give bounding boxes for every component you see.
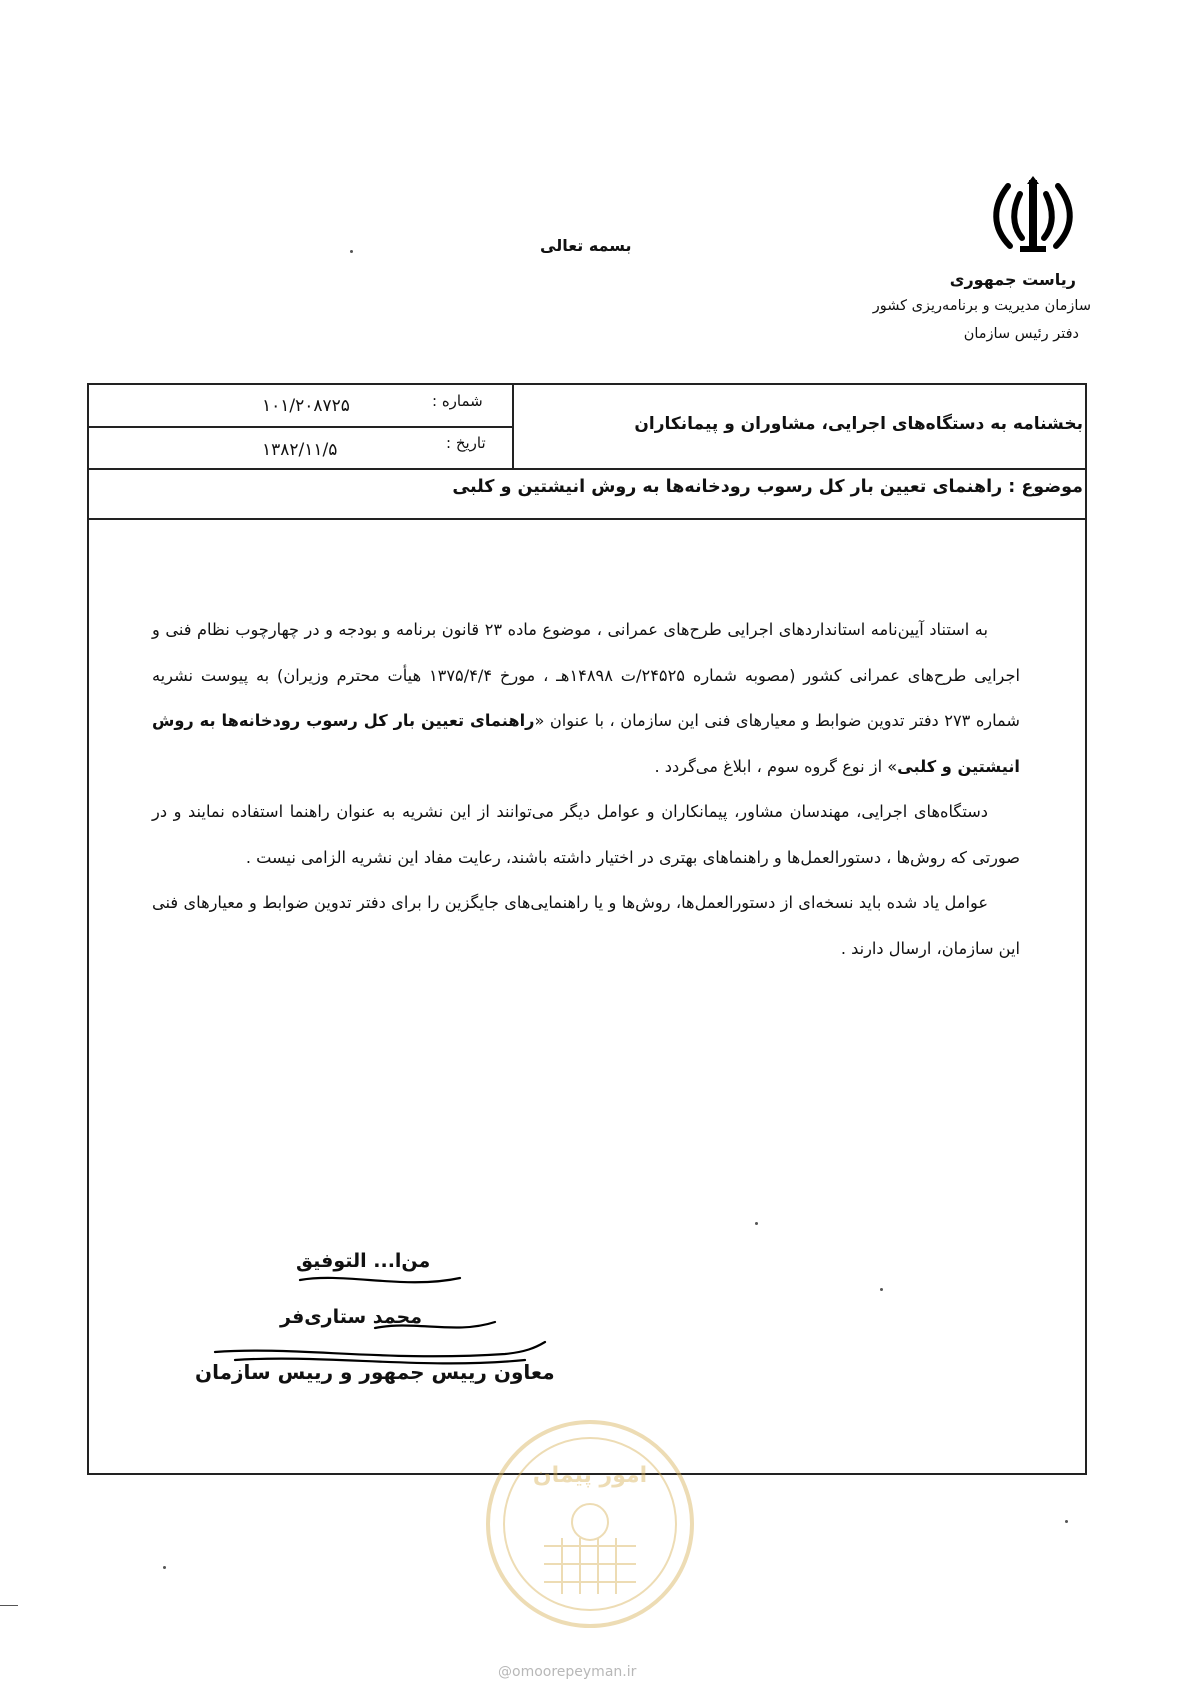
number-date-divider xyxy=(87,426,512,428)
paragraph-1-start: به استناد آیین‌نامه استانداردهای اجرایی طرح‌های عمرانی ، موضوع ماده ۲۳ قانون برنامه و بودجه و در چهارچوب نظام فنی و اجرایی طرح‌های عمرانی کشور (مصوبه شماره ۲۴۵۲۵/ت ۱۴۸۹۸هـ ، مورخ ۱۳۷۵/۴/۴ هیأت محترم وزیران) به پیوست نشریه شماره ۲۷۳ دفتر تدوین ضوابط و معیارهای فنی این سازمان ، با عنوان « xyxy=(152,620,1020,730)
date-value: ۱۳۸۲/۱۱/۵ xyxy=(262,440,338,460)
scan-speck xyxy=(755,1222,758,1225)
org-line-presidency: ریاست جمهوری xyxy=(949,270,1076,289)
addressee: بخشنامه به دستگاه‌های اجرایی، مشاوران و پیمانکاران xyxy=(634,414,1083,434)
subject-divider xyxy=(87,518,1087,520)
scan-speck xyxy=(880,1288,883,1291)
scan-mark xyxy=(0,1605,18,1606)
closing-phrase: من‌ا... التوفیق xyxy=(296,1250,431,1272)
number-label: شماره : xyxy=(432,392,483,410)
header-divider xyxy=(87,468,1087,470)
basmala: بسمه تعالی xyxy=(540,236,632,255)
scan-speck xyxy=(350,250,353,253)
handwritten-signature xyxy=(205,1250,550,1390)
number-value: ۱۰۱/۲۰۸۷۲۵ xyxy=(262,396,350,416)
signer-title: معاون رییس جمهور و رییس سازمان xyxy=(195,1360,555,1384)
paragraph-3: عوامل یاد شده باید نسخه‌ای از دستورالعمل‌ها، روش‌ها و یا راهنمایی‌های جایگزین را برای دفتر تدوین ضوابط و معیارهای فنی این سازمان، ارسال دارند . xyxy=(152,893,1020,958)
paragraph-1-end: » از نوع گروه سوم ، ابلاغ می‌گردد . xyxy=(654,756,898,776)
scan-speck xyxy=(1065,1520,1068,1523)
header-vertical-divider xyxy=(512,383,514,468)
paragraph-1 xyxy=(152,607,1020,789)
scan-speck xyxy=(163,1566,166,1569)
watermark: @omoorepeyman.ir xyxy=(498,1664,637,1680)
paragraph-2: دستگاه‌های اجرایی، مهندسان مشاور، پیمانکاران و عوامل دیگر می‌توانند از این نشریه به عنوان راهنما استفاده نمایند و در صورتی که روش‌ها ، دستورالعمل‌ها و راهنماهای بهتری در اختیار داشته باشند، رعایت مفاد این نشریه الزامی نیست . xyxy=(152,802,1020,867)
org-line-office: دفتر رئیس سازمان xyxy=(963,326,1079,342)
iran-emblem-icon xyxy=(990,172,1076,258)
stamp-text: امور پیمان xyxy=(532,1463,648,1488)
publication-title: راهنمای تعیین بار کل رسوب رودخانه‌ها به روش انیشتین و کلبی xyxy=(152,711,1020,776)
signer-name: محمد ستاری‌فر xyxy=(280,1306,422,1328)
date-label: تاریخ : xyxy=(446,434,486,452)
letter-body xyxy=(152,607,1020,971)
office-stamp xyxy=(484,1418,696,1630)
org-line-organization: سازمان مدیریت و برنامه‌ریزی کشور xyxy=(872,298,1091,314)
subject-line: موضوع : راهنمای تعیین بار کل رسوب رودخانه‌ها به روش انیشتین و کلبی xyxy=(452,477,1083,497)
